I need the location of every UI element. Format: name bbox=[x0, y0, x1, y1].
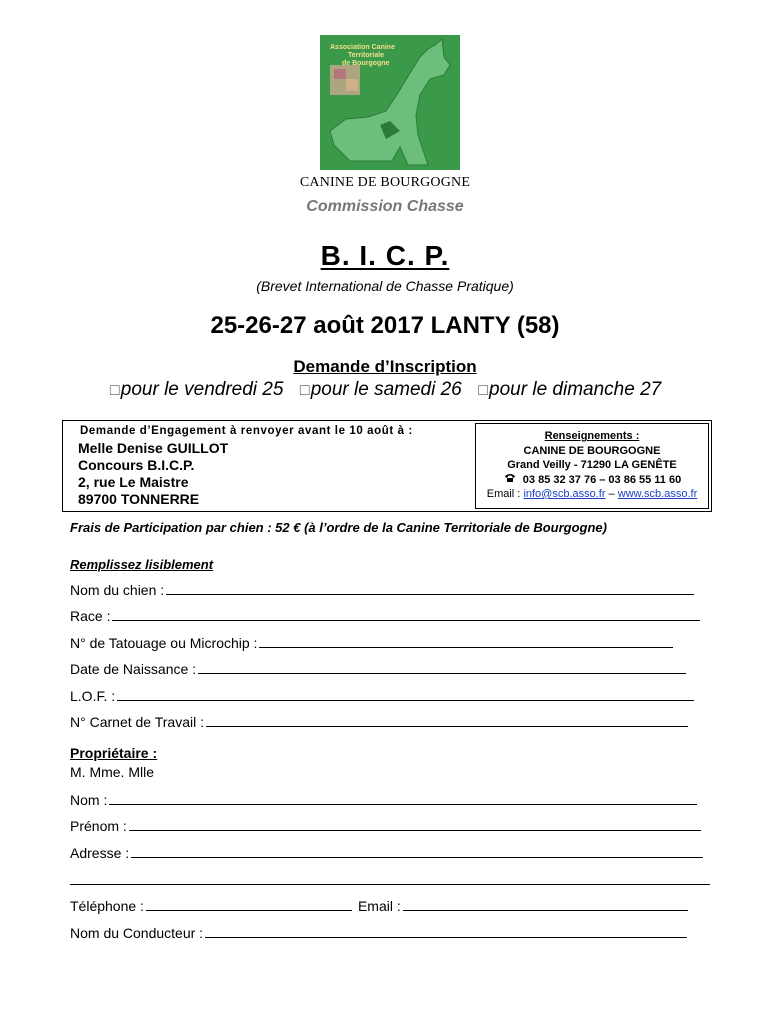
input-line[interactable] bbox=[146, 897, 352, 911]
input-line[interactable] bbox=[403, 897, 688, 911]
phone-icon-glyph bbox=[504, 473, 516, 483]
phone-numbers: 03 85 32 37 76 – 03 86 55 11 60 bbox=[522, 473, 682, 486]
address-line: 2, rue Le Maistre bbox=[78, 474, 189, 490]
renseignements-location: Grand Veilly - 71290 LA GENÊTE bbox=[507, 459, 677, 471]
link-separator: – bbox=[608, 488, 615, 500]
address-line: Concours B.I.C.P. bbox=[78, 457, 195, 473]
checkbox-friday[interactable]: □ bbox=[109, 382, 120, 399]
address-line: 89700 TONNERRE bbox=[78, 491, 200, 507]
field-conducteur[interactable] bbox=[70, 924, 687, 941]
field-label: Race : bbox=[70, 608, 111, 624]
association-logo bbox=[320, 35, 460, 170]
input-line[interactable] bbox=[117, 687, 694, 701]
field-nom[interactable] bbox=[70, 791, 697, 808]
email-label: Email : bbox=[486, 488, 521, 500]
input-line[interactable] bbox=[198, 660, 686, 674]
owner-civilite: M. Mme. Mlle bbox=[70, 764, 154, 780]
day-options bbox=[0, 379, 770, 401]
field-label: Adresse : bbox=[70, 845, 130, 861]
engagement-title: Demande d’Engagement à renvoyer avant le 10 août à : bbox=[80, 425, 413, 437]
input-line[interactable] bbox=[166, 581, 694, 595]
org-name: CANINE DE BOURGOGNE bbox=[299, 175, 471, 190]
fee-notice: Frais de Participation par chien : 52 € (à l’ordre de la Canine Territoriale de Bourgogne) bbox=[70, 520, 607, 535]
engagement-panel bbox=[78, 425, 473, 509]
day-option-sunday[interactable] bbox=[477, 379, 661, 400]
day-option-friday[interactable] bbox=[109, 379, 284, 400]
day-option-label: pour le dimanche 27 bbox=[489, 379, 662, 400]
email-link[interactable]: info@scb.asso.fr bbox=[523, 488, 606, 500]
renseignements-phones bbox=[476, 473, 708, 488]
renseignements-title: Renseignements : bbox=[544, 430, 640, 442]
field-adresse-line2[interactable] bbox=[70, 870, 710, 885]
field-label: Téléphone : bbox=[70, 898, 144, 914]
owner-heading: Propriétaire : bbox=[70, 745, 158, 761]
field-label: N° Carnet de Travail : bbox=[70, 714, 204, 730]
field-label: N° de Tatouage ou Microchip : bbox=[70, 635, 258, 651]
dog-silhouette-icon bbox=[320, 35, 460, 170]
renseignements-contact bbox=[476, 487, 708, 502]
field-label: Nom du chien : bbox=[70, 582, 165, 598]
renseignements-org: CANINE DE BOURGOGNE bbox=[523, 444, 661, 457]
input-line[interactable] bbox=[112, 607, 700, 621]
field-label: Date de Naissance : bbox=[70, 661, 197, 677]
engagement-address bbox=[78, 440, 473, 508]
field-tatouage[interactable] bbox=[70, 634, 673, 651]
field-race[interactable] bbox=[70, 607, 700, 624]
field-prenom[interactable] bbox=[70, 817, 701, 834]
page-subtitle: (Brevet International de Chasse Pratique) bbox=[256, 278, 514, 294]
event-dates: 25-26-27 août 2017 LANTY (58) bbox=[210, 312, 560, 339]
field-nom-chien[interactable] bbox=[70, 581, 694, 598]
page-title: B. I. C. P. bbox=[320, 240, 450, 271]
field-label: Prénom : bbox=[70, 818, 127, 834]
website-link[interactable]: www.scb.asso.fr bbox=[617, 488, 698, 500]
svg-text:Territoriale: Territoriale bbox=[348, 52, 385, 59]
field-label: Nom : bbox=[70, 792, 108, 808]
svg-text:de Bourgogne: de Bourgogne bbox=[342, 60, 390, 67]
field-label: Nom du Conducteur : bbox=[70, 925, 204, 941]
renseignements-panel bbox=[475, 423, 709, 509]
address-line: Melle Denise GUILLOT bbox=[78, 440, 229, 456]
commission-title: Commission Chasse bbox=[306, 198, 464, 215]
day-option-saturday[interactable] bbox=[299, 379, 462, 400]
input-line[interactable] bbox=[206, 713, 688, 727]
field-naissance[interactable] bbox=[70, 660, 686, 677]
field-label: L.O.F. : bbox=[70, 688, 116, 704]
field-telephone[interactable] bbox=[70, 897, 688, 914]
input-line[interactable] bbox=[205, 924, 687, 938]
input-line[interactable] bbox=[109, 791, 697, 805]
field-lof[interactable] bbox=[70, 687, 694, 704]
input-line[interactable] bbox=[131, 844, 703, 858]
input-line[interactable] bbox=[129, 817, 701, 831]
form-heading: Demande d’Inscription bbox=[293, 357, 477, 376]
instructions: Remplissez lisiblement bbox=[70, 557, 214, 572]
day-option-label: pour le vendredi 25 bbox=[120, 379, 284, 400]
field-label: Email : bbox=[357, 898, 401, 914]
field-carnet[interactable] bbox=[70, 713, 688, 730]
svg-text:Association Canine: Association Canine bbox=[330, 44, 395, 51]
phone-icon bbox=[503, 473, 517, 488]
checkbox-sunday[interactable]: □ bbox=[478, 382, 488, 399]
day-option-label: pour le samedi 26 bbox=[310, 379, 462, 400]
field-adresse[interactable] bbox=[70, 844, 703, 861]
input-line[interactable] bbox=[259, 634, 673, 648]
checkbox-saturday[interactable]: □ bbox=[299, 382, 310, 399]
